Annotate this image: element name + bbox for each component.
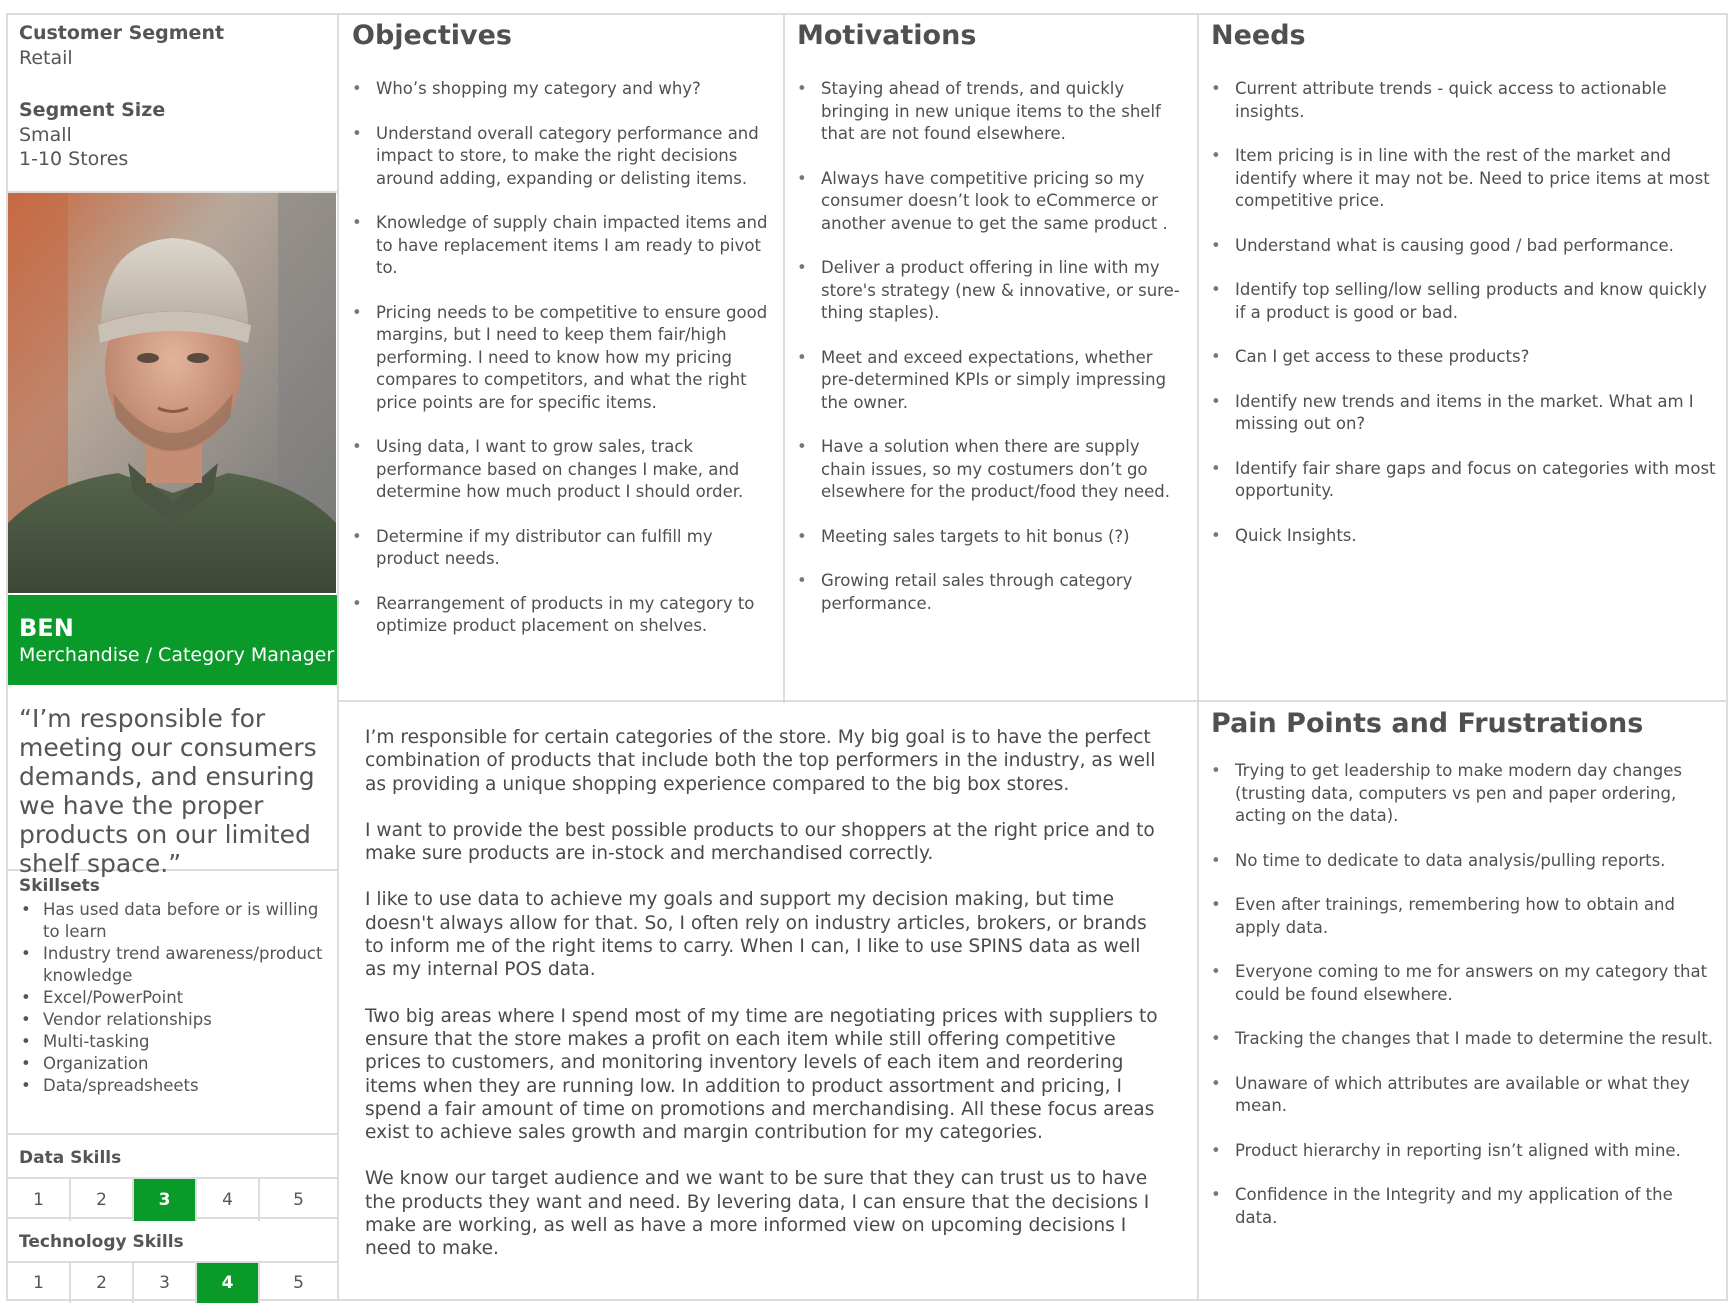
story-paragraph: I’m responsible for certain categories of the store. My big goal is to have the perfect combination of products that include both the top performers in the industry, as well as providing a unique shopping experience compared to the big box stores. bbox=[365, 727, 1156, 795]
persona-name: BEN bbox=[19, 614, 74, 642]
rating-cell: 3 bbox=[134, 1179, 197, 1221]
list-item: • Meet and exceed expectations, whether pre-determined KPIs or simply impressing the owner. bbox=[797, 347, 1187, 415]
divider bbox=[783, 13, 785, 703]
segment-size-stores: 1-10 Stores bbox=[19, 148, 129, 170]
skillsets-list bbox=[19, 899, 331, 1097]
data-skills-rating bbox=[8, 1177, 337, 1221]
rating-cell: 2 bbox=[71, 1263, 134, 1303]
list-item: • Meeting sales targets to hit bonus (?) bbox=[797, 526, 1187, 549]
list-item: • Data/spreadsheets bbox=[19, 1075, 331, 1097]
story-paragraph: I want to provide the best possible products to our shoppers at the right price and to make sure products are in-stock and merchandised correctly. bbox=[365, 819, 1155, 865]
motivations-list bbox=[797, 78, 1187, 637]
list-item: • Even after trainings, remembering how to obtain and apply data. bbox=[1211, 894, 1716, 939]
customer-segment-label: Customer Segment bbox=[19, 22, 225, 44]
list-item: • Has used data before or is willing to learn bbox=[19, 899, 331, 943]
list-item: • Everyone coming to me for answers on my category that could be found elsewhere. bbox=[1211, 961, 1716, 1006]
rating-cell: 4 bbox=[197, 1179, 260, 1221]
pain-points-list bbox=[1211, 760, 1716, 1251]
skillsets-title: Skillsets bbox=[19, 876, 100, 896]
list-item: • No time to dedicate to data analysis/pulling reports. bbox=[1211, 850, 1716, 873]
list-item: • Identify new trends and items in the market. What am I missing out on? bbox=[1211, 391, 1716, 436]
list-item: • Pricing needs to be competitive to ensure good margins, but I need to keep them fair/high performing. I need to know how my pricing compares to competitors, and what the right price points are for specific items. bbox=[352, 302, 772, 415]
list-item: • Item pricing is in line with the rest of the market and identify where it may not be. Need to price items at most competitive price. bbox=[1211, 145, 1716, 213]
technology-skills-title: Technology Skills bbox=[19, 1232, 184, 1252]
customer-segment-value: Retail bbox=[19, 47, 73, 69]
list-item: • Using data, I want to grow sales, track performance based on changes I make, and determine how much product I should order. bbox=[352, 436, 772, 504]
list-item: • Understand what is causing good / bad performance. bbox=[1211, 235, 1716, 258]
needs-title: Needs bbox=[1211, 20, 1306, 51]
list-item: • Can I get access to these products? bbox=[1211, 346, 1716, 369]
list-item: • Staying ahead of trends, and quickly bringing in new unique items to the shelf that are not found elsewhere. bbox=[797, 78, 1187, 146]
motivations-title: Motivations bbox=[797, 20, 977, 51]
list-item: • Rearrangement of products in my category to optimize product placement on shelves. bbox=[352, 593, 772, 638]
list-item: • Have a solution when there are supply chain issues, so my costumers don’t go elsewhere for the product/food they need. bbox=[797, 436, 1187, 504]
divider bbox=[1197, 13, 1199, 1301]
segment-size-label: Segment Size bbox=[19, 99, 166, 121]
persona-name-banner bbox=[8, 595, 337, 685]
story-paragraph: I like to use data to achieve my goals and support my decision making, but time doesn't always allow for that. So, I often rely on industry articles, brokers, or brands to inform me of the right items to carry. When I can, I like to use SPINS data as well as my internal POS data. bbox=[365, 889, 1147, 981]
segment-size-value: Small bbox=[19, 124, 72, 146]
rating-cell: 5 bbox=[293, 1190, 304, 1210]
divider bbox=[337, 700, 1728, 702]
list-item: • Product hierarchy in reporting isn’t aligned with mine. bbox=[1211, 1140, 1716, 1163]
objectives-title: Objectives bbox=[352, 20, 512, 51]
rating-cell: 3 bbox=[134, 1263, 197, 1303]
list-item: • Quick Insights. bbox=[1211, 525, 1716, 548]
list-item: • Unaware of which attributes are available or what they mean. bbox=[1211, 1073, 1716, 1118]
list-item: • Organization bbox=[19, 1053, 331, 1075]
list-item: • Identify top selling/low selling products and know quickly if a product is good or bad. bbox=[1211, 279, 1716, 324]
story-paragraph: Two big areas where I spend most of my time are negotiating prices with suppliers to ensure that the store makes a profit on each item while still offering competitive prices to customers, and monitoring inventory levels of each item and reordering items when they are running low. In addition to product assortment and pricing, I spend a fair amount of time on promotions and merchandising. All these focus areas exist to achieve sales growth and margin contribution for my categories. bbox=[365, 1005, 1158, 1144]
list-item: • Current attribute trends - quick access to actionable insights. bbox=[1211, 78, 1716, 123]
rating-cell: 4 bbox=[197, 1263, 260, 1303]
rating-cell: 5 bbox=[293, 1273, 304, 1293]
persona-role: Merchandise / Category Manager bbox=[19, 644, 335, 666]
persona-story bbox=[365, 726, 1165, 1284]
divider bbox=[6, 1133, 338, 1135]
list-item: • Confidence in the Integrity and my application of the data. bbox=[1211, 1184, 1716, 1229]
pain-points-title: Pain Points and Frustrations bbox=[1211, 708, 1644, 739]
divider bbox=[337, 13, 339, 1301]
technology-skills-rating bbox=[8, 1261, 337, 1303]
list-item: • Determine if my distributor can fulfill my product needs. bbox=[352, 526, 772, 571]
list-item: • Industry trend awareness/product knowledge bbox=[19, 943, 331, 987]
list-item: • Who’s shopping my category and why? bbox=[352, 78, 772, 101]
story-paragraph: We know our target audience and we want to be sure that they can trust us to have the products they want and need. By levering data, I can ensure that the decisions I make are working, as well as have a more informed view on upcoming decisions I need to make. bbox=[365, 1168, 1150, 1260]
list-item: • Deliver a product offering in line with my store's strategy (new & innovative, or sure-thing staples). bbox=[797, 257, 1187, 325]
data-skills-title: Data Skills bbox=[19, 1148, 122, 1168]
list-item: • Understand overall category performance and impact to store, to make the right decisions around adding, expanding or delisting items. bbox=[352, 123, 772, 191]
rating-cell: 1 bbox=[8, 1179, 71, 1221]
list-item: • Tracking the changes that I made to determine the result. bbox=[1211, 1028, 1716, 1051]
rating-cell: 1 bbox=[8, 1263, 71, 1303]
list-item: • Multi-tasking bbox=[19, 1031, 331, 1053]
list-item: • Excel/PowerPoint bbox=[19, 987, 331, 1009]
list-item: • Vendor relationships bbox=[19, 1009, 331, 1031]
persona-photo bbox=[8, 193, 336, 593]
list-item: • Knowledge of supply chain impacted items and to have replacement items I am ready to pivot to. bbox=[352, 212, 772, 280]
needs-list bbox=[1211, 78, 1716, 569]
list-item: • Always have competitive pricing so my consumer doesn’t look to eCommerce or another avenue to get the same product . bbox=[797, 168, 1187, 236]
persona-quote: “I’m responsible for meeting our consumers demands, and ensuring we have the proper products on our limited shelf space.” bbox=[19, 704, 317, 878]
rating-cell: 2 bbox=[71, 1179, 134, 1221]
objectives-list bbox=[352, 78, 772, 660]
list-item: • Growing retail sales through category performance. bbox=[797, 570, 1187, 615]
list-item: • Trying to get leadership to make modern day changes (trusting data, computers vs pen and paper ordering, acting on the data). bbox=[1211, 760, 1716, 828]
list-item: • Identify fair share gaps and focus on categories with most opportunity. bbox=[1211, 458, 1716, 503]
